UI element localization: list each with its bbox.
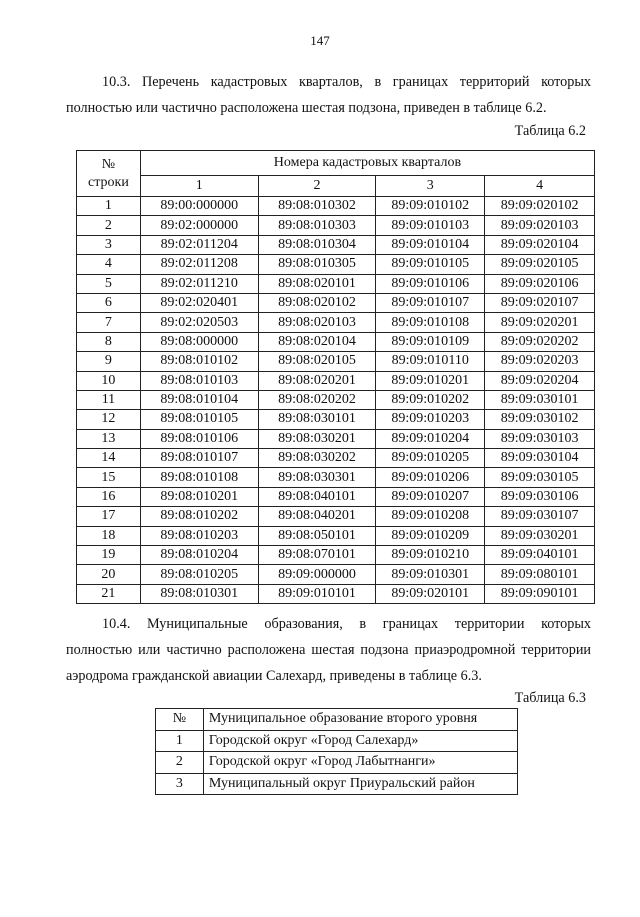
cadastral-number-cell: 89:09:010201: [376, 371, 485, 390]
cadastral-number-cell: 89:02:011210: [140, 274, 258, 293]
cadastral-number-cell: 89:09:010209: [376, 526, 485, 545]
table-row: [77, 216, 595, 235]
cadastral-number-cell: 89:09:010105: [376, 255, 485, 274]
cadastral-number-cell: 89:08:010302: [258, 197, 376, 216]
cadastral-number-cell: 89:09:010109: [376, 332, 485, 351]
cadastral-number-cell: 89:08:010204: [140, 546, 258, 565]
row-number-cell: 3: [77, 235, 141, 254]
cadastral-number-cell: 89:09:010202: [376, 390, 485, 409]
cadastral-number-cell: 89:09:030201: [485, 526, 595, 545]
cadastral-number-cell: 89:08:010105: [140, 410, 258, 429]
cadastral-number-cell: 89:09:020204: [485, 371, 595, 390]
header-municipality: Муниципальное образование второго уровня: [203, 709, 517, 731]
table-6-3: [155, 708, 518, 795]
cadastral-number-cell: 89:08:010301: [140, 584, 258, 603]
cadastral-number-cell: 89:08:040201: [258, 507, 376, 526]
cadastral-number-cell: 89:09:020104: [485, 235, 595, 254]
cadastral-number-cell: 89:08:010102: [140, 352, 258, 371]
cadastral-number-cell: 89:08:010106: [140, 429, 258, 448]
header-row-number-symbol: №: [101, 156, 116, 172]
cadastral-number-cell: 89:08:020102: [258, 293, 376, 312]
column-number-4: 4: [485, 176, 595, 197]
row-number-cell: 12: [77, 410, 141, 429]
cadastral-number-cell: 89:09:020201: [485, 313, 595, 332]
table-row: [156, 773, 518, 795]
cadastral-number-cell: 89:09:010208: [376, 507, 485, 526]
row-number-cell: 1: [77, 197, 141, 216]
cadastral-number-cell: 89:09:020103: [485, 216, 595, 235]
row-number-cell: 20: [77, 565, 141, 584]
column-number-2: 2: [258, 176, 376, 197]
cadastral-number-cell: 89:09:010107: [376, 293, 485, 312]
cadastral-number-cell: 89:09:010110: [376, 352, 485, 371]
table-row: [77, 507, 595, 526]
table-6-3-caption: Таблица 6.3: [514, 690, 586, 706]
cadastral-number-cell: 89:08:010305: [258, 255, 376, 274]
table-6-3-body: [156, 730, 518, 795]
cadastral-number-cell: 89:08:050101: [258, 526, 376, 545]
cadastral-number-cell: 89:00:000000: [140, 197, 258, 216]
row-number-cell: 6: [77, 293, 141, 312]
cadastral-number-cell: 89:09:040101: [485, 546, 595, 565]
municipality-cell: Муниципальный округ Приуральский район: [203, 773, 517, 795]
row-number-cell: 11: [77, 390, 141, 409]
cadastral-number-cell: 89:02:020503: [140, 313, 258, 332]
cadastral-number-cell: 89:08:010103: [140, 371, 258, 390]
cadastral-number-cell: 89:08:010108: [140, 468, 258, 487]
cadastral-number-cell: 89:02:011204: [140, 235, 258, 254]
cadastral-number-cell: 89:08:010201: [140, 487, 258, 506]
row-number-cell: 13: [77, 429, 141, 448]
row-number-cell: 2: [156, 752, 204, 774]
row-number-cell: 21: [77, 584, 141, 603]
row-number-cell: 17: [77, 507, 141, 526]
cadastral-number-cell: 89:09:010205: [376, 449, 485, 468]
table-row: [77, 429, 595, 448]
cadastral-number-cell: 89:08:010104: [140, 390, 258, 409]
row-number-cell: 8: [77, 332, 141, 351]
cadastral-number-cell: 89:09:020102: [485, 197, 595, 216]
table-row: [77, 235, 595, 254]
cadastral-number-cell: 89:09:030105: [485, 468, 595, 487]
table-6-2: [76, 150, 595, 604]
cadastral-number-cell: 89:09:030107: [485, 507, 595, 526]
row-number-cell: 2: [77, 216, 141, 235]
row-number-cell: 14: [77, 449, 141, 468]
municipality-cell: Городской округ «Город Салехард»: [203, 730, 517, 752]
cadastral-number-cell: 89:08:000000: [140, 332, 258, 351]
header-cadastral-quarters: Номера кадастровых кварталов: [140, 151, 594, 176]
table-row: [77, 468, 595, 487]
cadastral-number-cell: 89:08:010107: [140, 449, 258, 468]
cadastral-number-cell: 89:09:030106: [485, 487, 595, 506]
cadastral-number-cell: 89:09:010301: [376, 565, 485, 584]
column-number-1: 1: [140, 176, 258, 197]
cadastral-number-cell: 89:08:010205: [140, 565, 258, 584]
table-row: [77, 274, 595, 293]
row-number-cell: 3: [156, 773, 204, 795]
cadastral-number-cell: 89:08:020201: [258, 371, 376, 390]
cadastral-number-cell: 89:09:010106: [376, 274, 485, 293]
table-row: [77, 565, 595, 584]
municipality-cell: Городской округ «Город Лабытнанги»: [203, 752, 517, 774]
cadastral-number-cell: 89:09:010210: [376, 546, 485, 565]
row-number-cell: 4: [77, 255, 141, 274]
table-row: [77, 487, 595, 506]
table-row: [77, 313, 595, 332]
row-number-cell: 18: [77, 526, 141, 545]
table-row: [77, 410, 595, 429]
cadastral-number-cell: 89:09:020101: [376, 584, 485, 603]
cadastral-number-cell: 89:08:010203: [140, 526, 258, 545]
cadastral-number-cell: 89:09:010108: [376, 313, 485, 332]
cadastral-number-cell: 89:09:030101: [485, 390, 595, 409]
cadastral-number-cell: 89:09:010204: [376, 429, 485, 448]
table-row: [156, 752, 518, 774]
cadastral-number-cell: 89:09:030104: [485, 449, 595, 468]
table-row: [77, 449, 595, 468]
cadastral-number-cell: 89:09:020106: [485, 274, 595, 293]
header-number: №: [156, 709, 204, 731]
row-number-cell: 15: [77, 468, 141, 487]
cadastral-number-cell: 89:09:020105: [485, 255, 595, 274]
row-number-cell: 16: [77, 487, 141, 506]
header-row-number: [77, 151, 141, 197]
cadastral-number-cell: 89:02:011208: [140, 255, 258, 274]
table-row: [77, 390, 595, 409]
table-row: [77, 352, 595, 371]
table-row: [77, 197, 595, 216]
paragraph-10-4-line-1: 10.4. Муниципальные образования, в границах территории которых: [102, 616, 591, 632]
row-number-cell: 19: [77, 546, 141, 565]
table-row: [77, 255, 595, 274]
page-number: 147: [310, 33, 330, 48]
paragraph-10-3-line-2: полностью или частично расположена шестая подзона, приведен в таблице 6.2.: [66, 100, 547, 116]
cadastral-number-cell: 89:08:030201: [258, 429, 376, 448]
cadastral-number-cell: 89:09:020202: [485, 332, 595, 351]
cadastral-number-cell: 89:08:020105: [258, 352, 376, 371]
cadastral-number-cell: 89:09:010207: [376, 487, 485, 506]
table-row: [156, 730, 518, 752]
cadastral-number-cell: 89:09:090101: [485, 584, 595, 603]
cadastral-number-cell: 89:02:020401: [140, 293, 258, 312]
cadastral-number-cell: 89:08:030101: [258, 410, 376, 429]
cadastral-number-cell: 89:09:010203: [376, 410, 485, 429]
cadastral-number-cell: 89:08:010304: [258, 235, 376, 254]
cadastral-number-cell: 89:09:080101: [485, 565, 595, 584]
cadastral-number-cell: 89:09:000000: [258, 565, 376, 584]
cadastral-number-cell: 89:09:010101: [258, 584, 376, 603]
cadastral-number-cell: 89:08:010202: [140, 507, 258, 526]
paragraph-10-4-line-3: аэродрома гражданской авиации Салехард, приведены в таблице 6.3.: [66, 668, 482, 684]
header-row-number-label: строки: [88, 174, 129, 190]
table-6-2-caption: Таблица 6.2: [514, 123, 586, 139]
header-column-numbers: [77, 176, 595, 197]
cadastral-number-cell: 89:08:020103: [258, 313, 376, 332]
row-number-cell: 9: [77, 352, 141, 371]
cadastral-number-cell: 89:08:030301: [258, 468, 376, 487]
cadastral-number-cell: 89:08:030202: [258, 449, 376, 468]
paragraph-10-4-line-2: полностью или частично расположена шестая подзона приаэродромной территории: [66, 642, 591, 658]
cadastral-number-cell: 89:02:000000: [140, 216, 258, 235]
table-row: [77, 332, 595, 351]
paragraph-10-3: [66, 69, 591, 121]
cadastral-number-cell: 89:09:010103: [376, 216, 485, 235]
cadastral-number-cell: 89:08:010303: [258, 216, 376, 235]
cadastral-number-cell: 89:09:020203: [485, 352, 595, 371]
cadastral-number-cell: 89:08:020202: [258, 390, 376, 409]
table-row: [77, 293, 595, 312]
table-6-2-body: [77, 197, 595, 604]
row-number-cell: 5: [77, 274, 141, 293]
paragraph-10-3-line-1: 10.3. Перечень кадастровых кварталов, в границах территорий которых: [102, 74, 591, 90]
cadastral-number-cell: 89:09:020107: [485, 293, 595, 312]
row-number-cell: 7: [77, 313, 141, 332]
table-row: [77, 371, 595, 390]
cadastral-number-cell: 89:09:010102: [376, 197, 485, 216]
table-row: [77, 526, 595, 545]
cadastral-number-cell: 89:08:020101: [258, 274, 376, 293]
cadastral-number-cell: 89:09:010206: [376, 468, 485, 487]
cadastral-number-cell: 89:09:030102: [485, 410, 595, 429]
row-number-cell: 10: [77, 371, 141, 390]
paragraph-10-4: [66, 611, 591, 689]
cadastral-number-cell: 89:08:040101: [258, 487, 376, 506]
table-row: [77, 584, 595, 603]
column-number-3: 3: [376, 176, 485, 197]
cadastral-number-cell: 89:09:030103: [485, 429, 595, 448]
row-number-cell: 1: [156, 730, 204, 752]
cadastral-number-cell: 89:08:070101: [258, 546, 376, 565]
table-row: [77, 546, 595, 565]
cadastral-number-cell: 89:09:010104: [376, 235, 485, 254]
cadastral-number-cell: 89:08:020104: [258, 332, 376, 351]
